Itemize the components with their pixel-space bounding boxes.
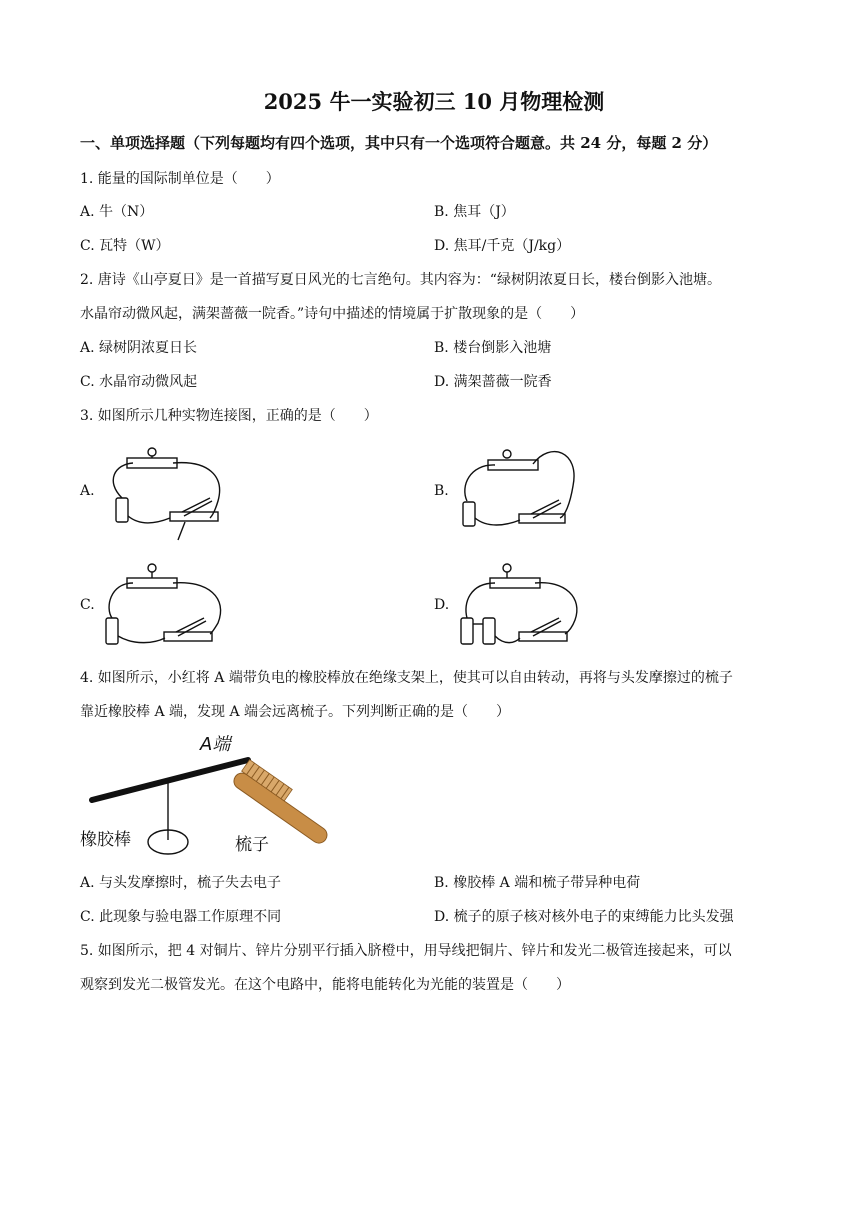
q2-stem-line2: 水晶帘动微风起，满架蔷薇一院香。”诗句中描述的情境属于扩散现象的是（ ） (80, 306, 585, 322)
q3-option-a[interactable]: A. (80, 483, 95, 499)
q2-stem-line1: 2. 唐诗《山亭夏日》是一首描写夏日风光的七言绝句。其内容为：“绿树阴浓夏日长，楼台倒影入池塘。 (80, 272, 721, 288)
q4-option-a[interactable]: A. 与头发摩擦时，梳子失去电子 (80, 875, 282, 891)
q4-option-c[interactable]: C. 此现象与验电器工作原理不同 (80, 909, 282, 925)
q2-option-a[interactable]: A. 绿树阴浓夏日长 (80, 340, 198, 356)
comb (231, 759, 338, 847)
q3-stem: 3. 如图所示几种实物连接图，正确的是（ ） (80, 408, 378, 424)
q2-option-b[interactable]: B. 楼台倒影入池塘 (434, 340, 552, 356)
q1-option-a[interactable]: A. 牛（N） (80, 204, 154, 220)
q4-label-comb: 梳子 (235, 835, 269, 855)
rubber-rod (92, 760, 248, 800)
section-heading: 一、单项选择题（下列每题均有四个选项，其中只有一个选项符合题意。共 24 分，每题 2 分） (80, 134, 718, 152)
q1-option-d[interactable]: D. 焦耳/千克（J/kg） (434, 238, 571, 254)
q4-option-b[interactable]: B. 橡胶棒 A 端和梳子带异种电荷 (434, 875, 641, 891)
q4-option-d[interactable]: D. 梳子的原子核对核外电子的束缚能力比头发强 (434, 909, 734, 925)
q3-circuit-c-figure (100, 558, 230, 657)
q2-option-d[interactable]: D. 满架蔷薇一院香 (434, 374, 552, 390)
q3-circuit-a-figure (100, 446, 230, 545)
q1-option-b[interactable]: B. 焦耳（J） (434, 204, 515, 220)
page-title: 2025 牛一实验初三 10 月物理检测 (263, 89, 605, 114)
q1-stem: 1. 能量的国际制单位是（ ） (80, 171, 280, 187)
q5-stem-line1: 5. 如图所示，把 4 对铜片、锌片分别平行插入脐橙中，用导线把铜片、锌片和发光二极管连接起来，可以 (80, 943, 732, 959)
q3-option-c[interactable]: C. (80, 597, 95, 613)
q3-circuit-d-figure (455, 558, 585, 657)
q4-stem-line2: 靠近橡胶棒 A 端，发现 A 端会远离梳子。下列判断正确的是（ ） (80, 704, 511, 720)
q4-label-rod: 橡胶棒 (80, 830, 131, 850)
q4-label-a-end: A端 (200, 734, 231, 755)
q3-circuit-b-figure (455, 446, 585, 545)
q2-option-c[interactable]: C. 水晶帘动微风起 (80, 374, 198, 390)
q3-option-d[interactable]: D. (434, 597, 450, 613)
q4-stem-line1: 4. 如图所示，小红将 A 端带负电的橡胶棒放在绝缘支架上，使其可以自由转动，再将与头发摩擦过的梳子 (80, 670, 733, 686)
q1-option-c[interactable]: C. 瓦特（W） (80, 238, 170, 254)
q5-stem-line2: 观察到发光二极管发光。在这个电路中，能将电能转化为光能的装置是（ ） (80, 977, 570, 993)
q3-option-b[interactable]: B. (434, 483, 449, 499)
q4-rod-comb-figure (80, 730, 360, 860)
